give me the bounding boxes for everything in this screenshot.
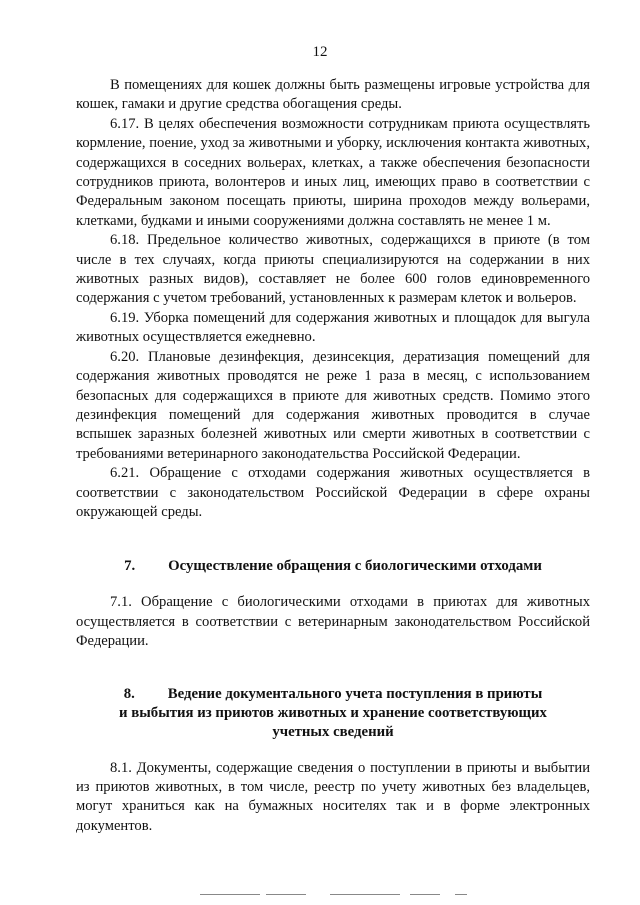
paragraph-6-17: 6.17. В целях обеспечения возможности сотрудникам приюта осуществлять кормление, поение, уход за животными и уборку, исключения контакта животных, содержащихся в соседних вольерах, клетках, а также обеспечения безопасности сотрудников приюта, волонтеров и иных лиц, имеющих право в соответствии с Федеральным законом посещать приюты, ширина проходов между вольерами, клетками, будками и иными сооружениями должна составлять не менее 1 м. xyxy=(76,115,590,229)
page-number: 12 xyxy=(312,44,328,60)
section-7-title: Осуществление обращения с биологическими отходами xyxy=(168,558,542,575)
paragraph-cats-enrichment: В помещениях для кошек должны быть размещены игровые устройства для кошек, гамаки и другие средства обогащения среды. xyxy=(76,77,590,113)
section-7-heading xyxy=(76,557,590,576)
section-7-number: 7. xyxy=(124,558,136,575)
document-body xyxy=(76,76,590,836)
paragraph-6-19: 6.19. Уборка помещений для содержания животных и площадок для выгула животных осуществляется ежедневно. xyxy=(76,309,590,346)
paragraph-7-1: 7.1. Обращение с биологическими отходами в приютах для животных осуществляется в соответствии с ветеринарным законодательством Российской Федерации. xyxy=(76,594,590,650)
paragraph-6-20: 6.20. Плановые дезинфекция, дезинсекция, дератизация помещений для содержания животных проводятся не реже 1 раза в месяц, с использованием безопасных для содержащихся в приюте для животных средств. Помимо этого дезинфекция помещений для содержания животных проводится в случае вспышек заразных болезней животных или смерти животных в соответствии с требованиями ветеринарного законодательства Российской Федерации. xyxy=(76,348,590,462)
section-8-heading xyxy=(76,685,590,742)
section-8-title-line1: Ведение документального учета поступления в приюты xyxy=(167,685,543,702)
paragraph-6-18: 6.18. Предельное количество животных, содержащихся в приюте (в том числе в тех случаях, когда приюты специализируются на содержании в них животных разных видов), составляет не более 600 голов единовременного содержания с учетом требований, установленных к размерам клеток и вольеров. xyxy=(76,232,590,307)
section-8-number: 8. xyxy=(123,685,135,702)
paragraph-8-1: 8.1. Документы, содержащие сведения о поступлении в приюты и выбытии из приютов животных, в том числе, реестр по учету животных без владельцев, могут храниться как на бумажных носителях так и в форме электронных документов. xyxy=(76,759,590,834)
section-8-title-line2: и выбытия из приютов животных и хранение соответствующих xyxy=(119,704,547,721)
paragraph-6-21: 6.21. Обращение с отходами содержания животных осуществляется в соответствии с законодательством Российской Федерации в сфере охраны окружающей среды. xyxy=(76,465,590,520)
section-8-title-line3: учетных сведений xyxy=(272,723,394,740)
scan-artifact-lines xyxy=(0,893,640,897)
